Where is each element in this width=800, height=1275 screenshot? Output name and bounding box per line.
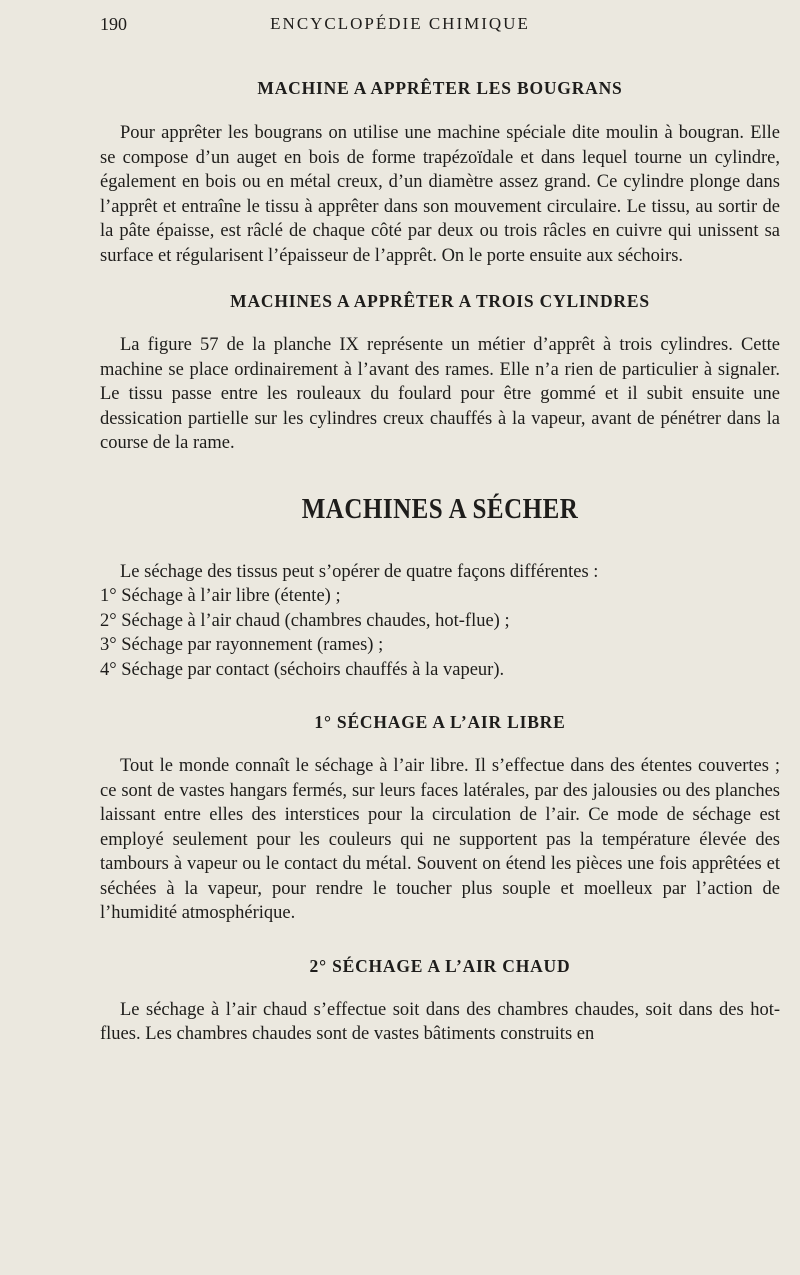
list-item: 2° Séchage à l’air chaud (chambres chaudes, hot-flue) ;: [100, 610, 510, 631]
running-title: ENCYCLOPÉDIE CHIMIQUE: [270, 14, 530, 33]
list-item: 3° Séchage par rayonnement (rames) ;: [100, 635, 384, 655]
drying-methods-list: [100, 584, 780, 682]
paragraph-trois-cylindres: La figure 57 de la planche IX représente un métier d’apprêt à trois cylindres. Cette machine se place ordinairement à l’avant des rames. Elle n’a rien de particulier à signaler. Le tissu passe entre les rouleaux du foulard pour être gommé et il subit ensuite une dessication partielle sur les cylindres creux chauffés à la vapeur, avant de pénétrer dans la course de la rame.: [100, 335, 780, 453]
section-heading-air-chaud: 2° SÉCHAGE A L’AIR CHAUD: [309, 955, 571, 976]
page-body: [100, 78, 780, 1047]
section-heading-trois-cylindres: MACHINES A APPRÊTER A TROIS CYLINDRES: [230, 291, 650, 311]
section-heading-bougrans: MACHINE A APPRÊTER LES BOUGRANS: [257, 78, 623, 98]
page-number: 190: [100, 14, 127, 34]
section-heading-air-libre: 1° SÉCHAGE A L’AIR LIBRE: [314, 712, 566, 732]
list-item: 4° Séchage par contact (séchoirs chauffés à la vapeur).: [100, 659, 505, 680]
chapter-heading-machines-a-secher: MACHINES A SÉCHER: [301, 493, 579, 525]
paragraph-secher-intro: Le séchage des tissus peut s’opérer de quatre façons différentes :: [120, 561, 599, 582]
page-header: [0, 14, 800, 40]
paragraph-air-libre: Tout le monde connaît le séchage à l’air libre. Il s’effectue dans des étentes couvertes ; ce sont de vastes hangars fermés, sur leurs faces latérales, par des jalousies ou des planches laissant entre elles des interstices pour la circulation de l’air. Ce mode de séchage est employé seulement pour les couleurs qui ne supportent pas la température élevée des tambours à vapeur ou le contact du métal. Souvent on étend les pièces une fois apprêtées et séchées à la vapeur, pour rendre le toucher plus souple et moelleux par l’action de l’humidité atmosphérique.: [100, 756, 780, 923]
list-item: 1° Séchage à l’air libre (étente) ;: [100, 586, 341, 606]
paragraph-air-chaud: Le séchage à l’air chaud s’effectue soit dans des chambres chaudes, soit dans des hot-flues. Les chambres chaudes sont de vastes bâtiments construits en: [100, 999, 780, 1044]
paragraph-bougrans: Pour apprêter les bougrans on utilise une machine spéciale dite moulin à bougran. Elle se compose d’un auget en bois de forme trapézoïdale et dans lequel tourne un cylindre, également en bois ou en métal creux, d’un diamètre assez grand. Ce cylindre plonge dans l’apprêt et entraîne le tissu à apprêter dans son mouvement circulaire. Le tissu, au sortir de la pâte épaisse, est râclé de chaque côté par deux ou trois râcles en cuivre qui unissent sa surface et régularisent l’épaisseur de l’apprêt. On le porte ensuite aux séchoirs.: [100, 123, 780, 266]
